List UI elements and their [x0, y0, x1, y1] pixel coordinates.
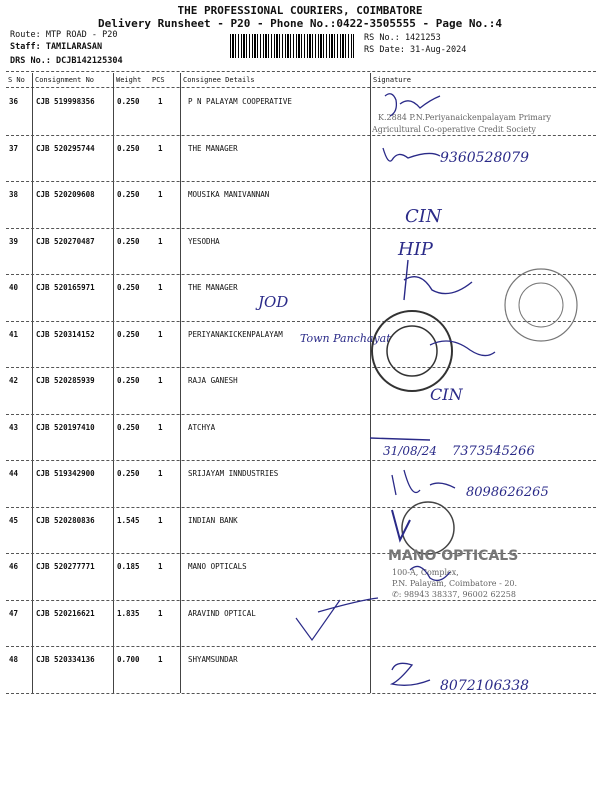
row-consignee: MOUSIKA MANIVANNAN — [188, 190, 270, 199]
row-sno: 43 — [9, 422, 19, 432]
staff-label: Staff: TAMILARASAN — [10, 42, 103, 52]
handwritten-hip-39: HIP — [398, 239, 433, 260]
row-weight: 0.250 — [117, 190, 140, 199]
mano-optical-stamp-name: MANO OPTICALS — [388, 548, 519, 564]
company-title: THE PROFESSIONAL COURIERS, COIMBATORE — [177, 4, 423, 17]
rs-date: RS Date: 31-Aug-2024 — [364, 45, 467, 55]
row-pcs: 1 — [158, 469, 163, 478]
row-consignment-no: CJB 520165971 — [36, 283, 95, 292]
row-consignment-no: CJB 520280836 — [36, 515, 95, 525]
row-sno: 40 — [9, 283, 19, 292]
row-weight: 0.250 — [117, 329, 140, 339]
row-pcs: 1 — [158, 608, 163, 618]
round-stamp-inner — [519, 283, 563, 327]
col-header-consignee: Consignee Details — [183, 76, 255, 84]
row-weight: 0.250 — [117, 143, 140, 153]
row-pcs: 1 — [158, 562, 163, 571]
row-consignee: THE MANAGER — [188, 283, 238, 292]
row-pcs: 1 — [158, 143, 163, 153]
row-pcs: 1 — [158, 515, 163, 525]
row-consignment-no: CJB 520209608 — [36, 190, 95, 199]
row-sno: 38 — [9, 190, 19, 199]
handwritten-phone-44: 8098626265 — [466, 485, 549, 500]
row-sno: 36 — [9, 97, 19, 106]
signature-48 — [392, 663, 430, 685]
signature-47 — [296, 598, 378, 640]
row-consignment-no: CJB 520285939 — [36, 376, 95, 385]
col-header-weight: Weight — [116, 76, 142, 84]
row-sno: 44 — [9, 469, 19, 478]
mano-optical-stamp-line1: 100-A, Complex, — [392, 568, 459, 577]
row-weight: 0.700 — [117, 655, 140, 664]
row-consignee: THE MANAGER — [188, 143, 238, 153]
row-pcs: 1 — [158, 190, 163, 199]
row-weight: 0.250 — [117, 376, 140, 385]
row-pcs: 1 — [158, 97, 163, 106]
row-consignment-no: CJB 520216621 — [36, 608, 95, 618]
row-consignee: SHYAMSUNDAR — [188, 655, 238, 664]
row-consignment-no: CJB 520197410 — [36, 422, 95, 432]
handwritten-jod: JOD — [258, 293, 289, 311]
signature-44 — [392, 470, 455, 495]
round-stamp-40 — [505, 269, 577, 341]
row-weight: 1.835 — [117, 608, 140, 618]
row-consignee: MANO OPTICALS — [188, 562, 247, 571]
row-weight: 0.250 — [117, 97, 140, 106]
row-consignment-no: CJB 520314152 — [36, 329, 95, 339]
rs-number: RS No.: 1421253 — [364, 33, 441, 43]
col-header-signature: Signature — [373, 76, 411, 84]
row-sno: 48 — [9, 655, 19, 664]
row-consignment-no: CJB 520334136 — [36, 655, 95, 664]
row-sno: 47 — [9, 608, 19, 618]
runsheet-line: Delivery Runsheet - P20 - Phone No.:0422-3505555 - Page No.:4 — [98, 17, 502, 30]
round-seal-41 — [372, 311, 452, 391]
row-weight: 0.250 — [117, 283, 140, 292]
row-consignee: ARAVIND OPTICAL — [188, 608, 256, 618]
col-header-pcs: PCS — [152, 76, 165, 84]
row-weight: 0.250 — [117, 469, 140, 478]
round-seal-inner — [387, 326, 437, 376]
row-sno: 39 — [9, 236, 19, 246]
col-header-consignment: Consignment No — [35, 76, 95, 84]
row-pcs: 1 — [158, 422, 163, 432]
row-consignment-no: CJB 520277771 — [36, 562, 95, 571]
handwritten-phone-37: 9360528079 — [440, 150, 530, 166]
society-stamp-line2: Agricultural Co-operative Credit Society — [372, 125, 536, 134]
mano-optical-stamp-line3: ✆: 98943 38337, 96002 62258 — [392, 590, 516, 599]
row-consignment-no: CJB 519342900 — [36, 469, 95, 478]
row-sno: 46 — [9, 562, 19, 571]
row-consignee: YESODHA — [188, 236, 220, 246]
signature-45 — [392, 510, 410, 540]
col-header-sno: S No — [8, 76, 25, 84]
row-weight: 0.185 — [117, 562, 140, 571]
handwritten-cin-42: CIN — [430, 385, 463, 404]
row-pcs: 1 — [158, 329, 163, 339]
row-consignee: INDIAN BANK — [188, 515, 238, 525]
row-consignee: PERIYANAKICKENPALAYAM — [188, 329, 283, 339]
mano-optical-stamp-line2: P.N. Palayam, Coimbatore - 20. — [392, 579, 518, 588]
signature-41 — [430, 341, 495, 356]
row-weight: 0.250 — [117, 236, 140, 246]
drs-label: DRS No.: DCJB142125304 — [10, 56, 123, 66]
row-sno: 41 — [9, 329, 19, 339]
handwritten-phone-48: 8072106338 — [440, 678, 530, 694]
row-consignment-no: CJB 520295744 — [36, 143, 95, 153]
row-weight: 1.545 — [117, 515, 140, 525]
row-consignment-no: CJB 519998356 — [36, 97, 95, 106]
bank-seal-45 — [402, 502, 454, 554]
row-weight: 0.250 — [117, 422, 140, 432]
row-consignee: P N PALAYAM COOPERATIVE — [188, 97, 292, 106]
row-sno: 37 — [9, 143, 19, 153]
row-pcs: 1 — [158, 655, 163, 664]
row-pcs: 1 — [158, 283, 163, 292]
society-stamp-line1: K.2884 P.N.Periyanaickenpalayam Primary — [378, 113, 551, 122]
row-pcs: 1 — [158, 236, 163, 246]
handwritten-date-43: 31/08/24 — [383, 444, 437, 458]
row-pcs: 1 — [158, 376, 163, 385]
row-consignee: ATCHYA — [188, 422, 216, 432]
row-sno: 45 — [9, 515, 19, 525]
row-consignee: SRIJAYAM INNDUSTRIES — [188, 469, 279, 478]
strike-43 — [370, 438, 430, 440]
route-label: Route: MTP ROAD - P20 — [10, 30, 118, 40]
handwritten-phone-43: 7373545266 — [452, 444, 535, 459]
row-consignment-no: CJB 520270487 — [36, 236, 95, 246]
row-consignee: RAJA GANESH — [188, 376, 238, 385]
handwritten-town-panchayat: Town Panchayat — [300, 332, 391, 345]
handwritten-cin-38: CIN — [405, 206, 442, 227]
row-sno: 42 — [9, 376, 19, 385]
signature-40 — [404, 260, 472, 300]
signature-37 — [383, 148, 440, 161]
